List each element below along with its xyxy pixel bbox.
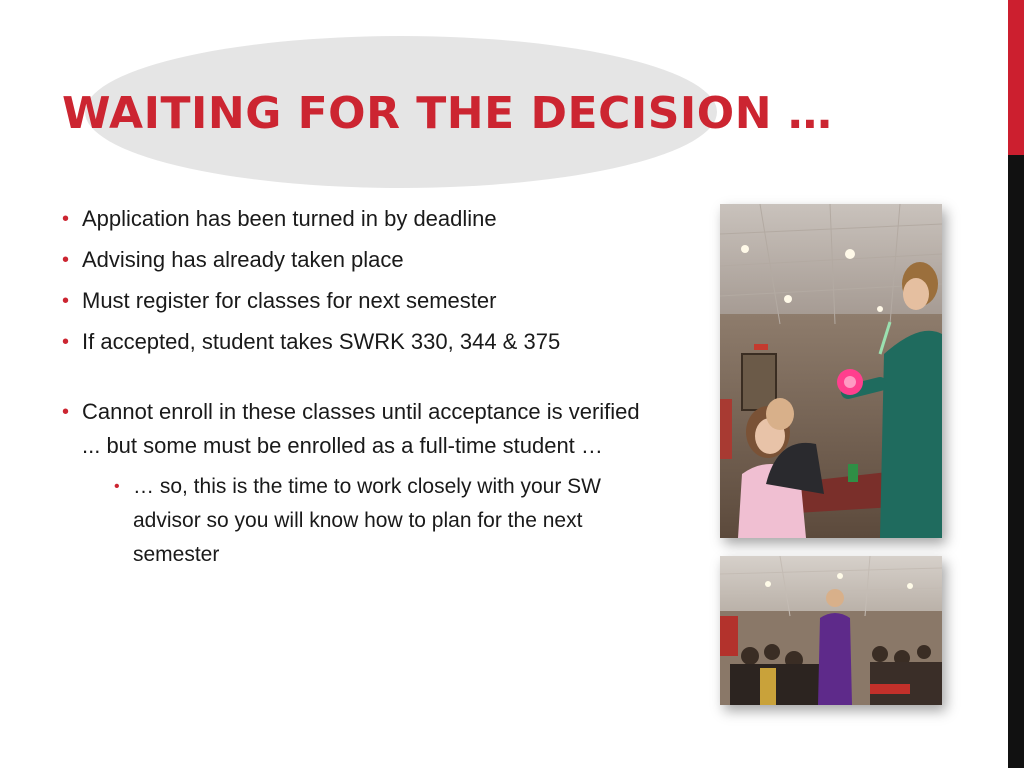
- audience-photo-art: [720, 556, 942, 705]
- bullet-item: • Cannot enroll in these classes until acceptance is verified ... but some must be enrolled as a full-time student …: [62, 395, 662, 463]
- slide-title: WAITING FOR THE DECISION …: [62, 88, 833, 139]
- bullet-item: • If accepted, student takes SWRK 330, 344 & 375: [62, 325, 662, 359]
- bullet-item: • Must register for classes for next semester: [62, 284, 662, 318]
- bullet-item: • Advising has already taken place: [62, 243, 662, 277]
- bullet-item: • Application has been turned in by deadline: [62, 202, 662, 236]
- slide-edge-dark: [1008, 155, 1024, 768]
- classroom-photo: [720, 204, 942, 538]
- sub-bullet-item: • … so, this is the time to work closely with your SW advisor so you will know how to plan for the next semester: [114, 470, 662, 572]
- slide-edge-accent: [1008, 0, 1024, 155]
- audience-photo: [720, 556, 942, 705]
- bullet-list: [62, 202, 662, 579]
- classroom-photo-art: [720, 204, 942, 538]
